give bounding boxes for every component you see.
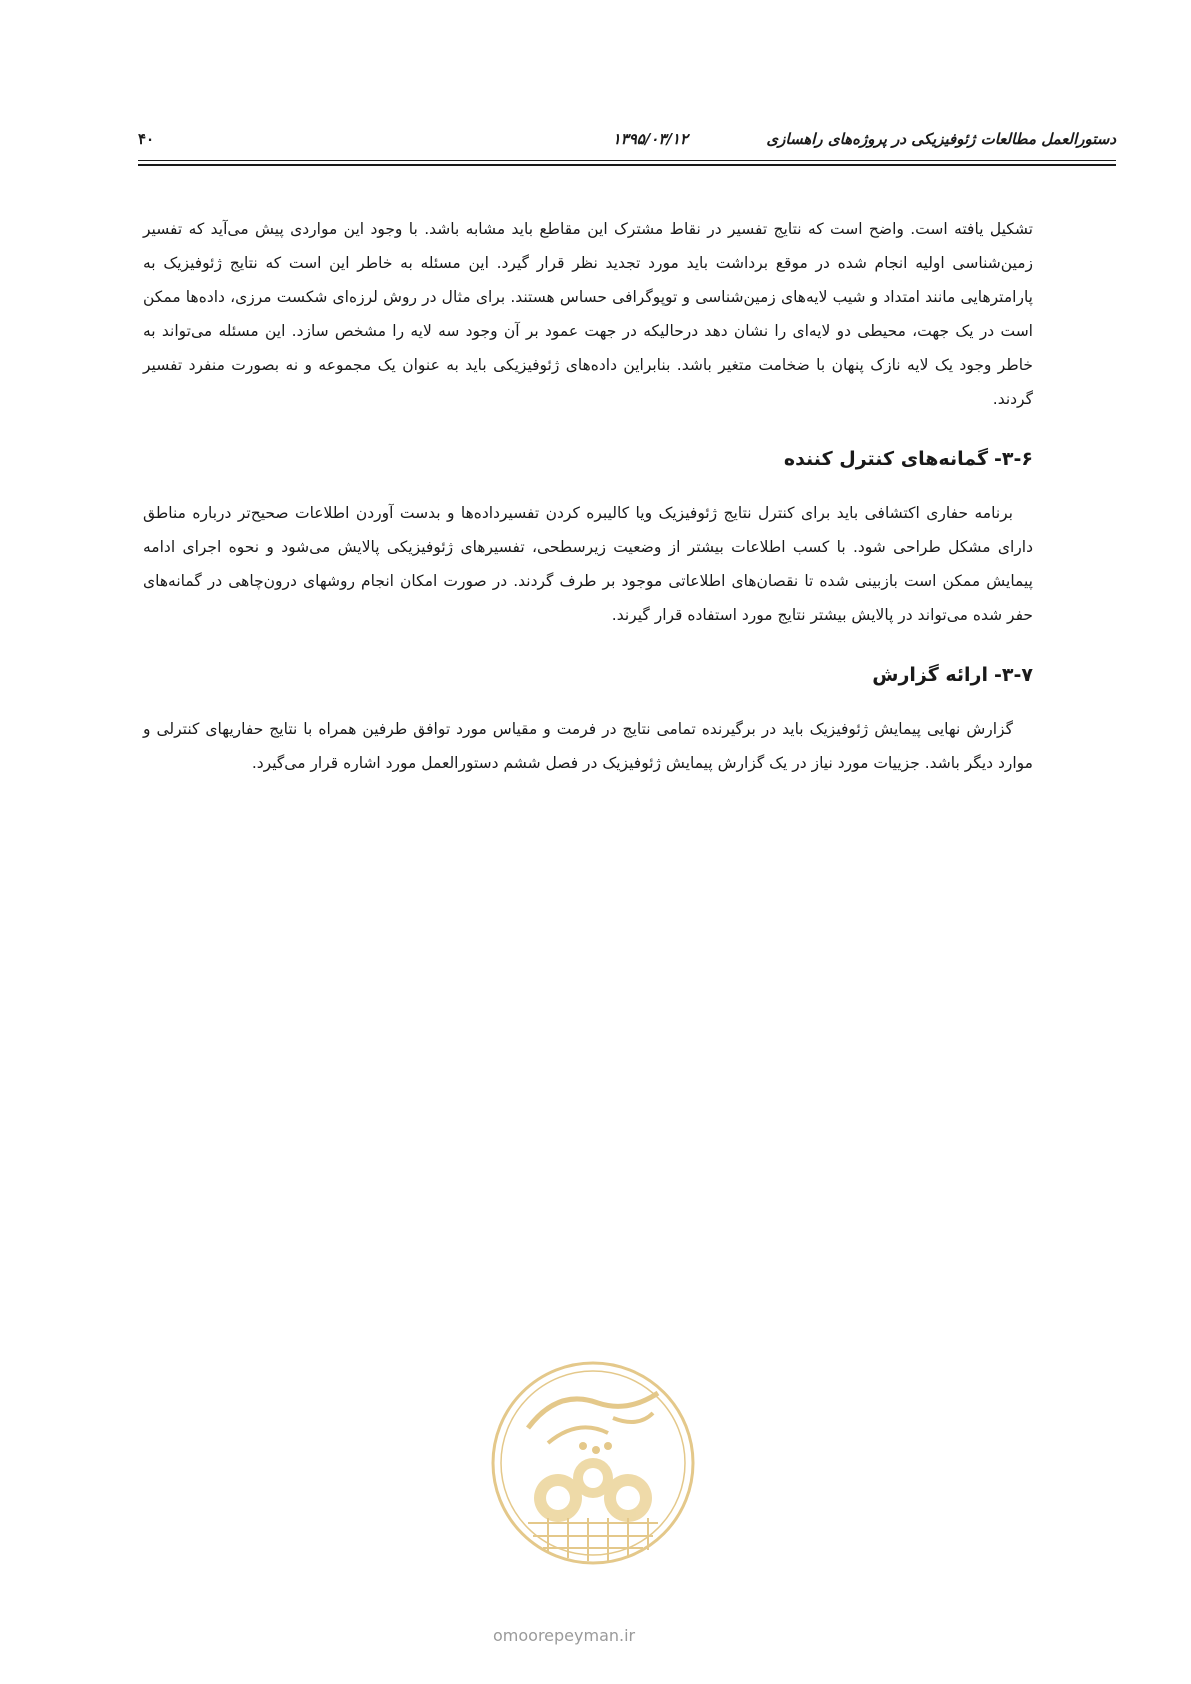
paragraph: تشکیل یافته است. واضح است که نتایج تفسیر در نقاط مشترک این مقاطع باید مشابه باشد. با وجود این مواردی پیش می‌آید که تفسیر زمین‌شناسی اولیه انجام شده در موقع برداشت باید مورد تجدید نظر قرار گیرد. این مسئله به خاطر این است که نتایج ژئوفیزیک به پارامترهایی مانند امتداد و شیب لایه‌های زمین‌شناسی و توپوگرافی حساس هستند. برای مثال در روش لرزه‌ای شکست مرزی، داده‌ها ممکن است در یک جهت، محیطی دو لایه‌ای را نشان دهد درحالیکه در جهت عمود بر آن وجود سه لایه را مشخص سازد. این مسئله می‌تواند به خاطر وجود یک لایه نازک پنهان با ضخامت متغیر باشد. بنابراین داده‌های ژئوفیزیکی باید به عنوان یک مجموعه و نه بصورت منفرد تفسیر گردند. xyxy=(143,220,1033,408)
section-number: ۳-۷- xyxy=(994,664,1033,686)
section-number: ۳-۶- xyxy=(994,448,1033,470)
paragraph: گزارش نهایی پیمایش ژئوفیزیک باید در برگیرنده تمامی نتایج در فرمت و مقیاس مورد توافق طرفین همراه با نتایج حفاریهای کنترلی و موارد دیگر باشد. جزییات مورد نیاز در یک گزارش پیمایش ژئوفیزیک در فصل ششم دستورالعمل مورد اشاره قرار می‌گیرد. xyxy=(143,720,1033,772)
section-heading-3-7 xyxy=(143,658,1033,692)
watermark-url: omoorepeyman.ir xyxy=(493,1626,636,1645)
page-body xyxy=(143,212,1033,780)
header-rule-thin xyxy=(138,160,1116,161)
section-title: گمانه‌های کنترل کننده xyxy=(783,448,989,470)
section-title: ارائه گزارش xyxy=(872,664,989,686)
paragraph: برنامه حفاری اکتشافی باید برای کنترل نتایج ژئوفیزیک ویا کالیبره کردن تفسیرداده‌ها و بدست آوردن اطلاعات صحیح‌تر درباره مناطق دارای مشکل طراحی شود. با کسب اطلاعات بیشتر از وضعیت زیرسطحی، تفسیرهای ژئوفیزیکی پالایش می‌شود و نحوه اجرای ادامه پیمایش ممکن است بازبینی شده تا نقصان‌های اطلاعاتی موجود بر طرف گردند. در صورت امکان انجام روشهای درون‌چاهی در گمانه‌های حفر شده می‌تواند در پالایش بیشتر نتایج مورد استفاده قرار گیرند. xyxy=(143,504,1033,624)
omoore-peyman-seal-icon xyxy=(488,1358,698,1568)
running-title: دستورالعمل مطالعات ژئوفیزیکی در پروژه‌های راهسازی xyxy=(766,130,1116,148)
page-number: ۴۰ xyxy=(138,130,155,148)
header-date: ۱۳۹۵/۰۳/۱۲ xyxy=(612,130,688,148)
page-header xyxy=(138,126,1116,156)
section-heading-3-6 xyxy=(143,442,1033,476)
header-rule-thick xyxy=(138,164,1116,166)
